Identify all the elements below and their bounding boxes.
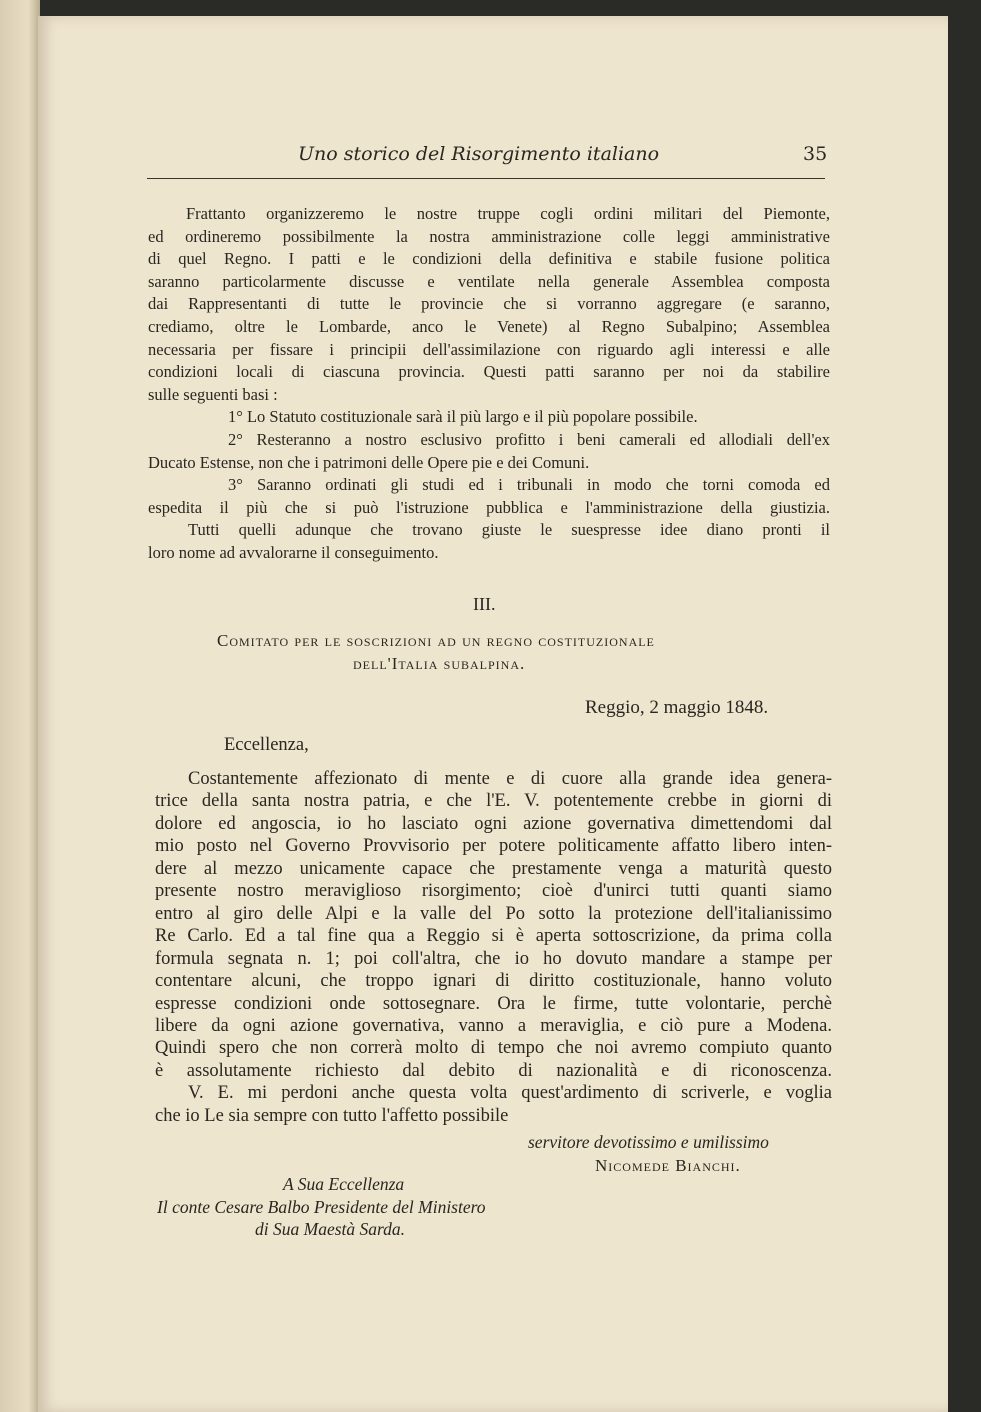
section-number: III. — [473, 594, 496, 614]
signature: Nicomede Bianchi. — [595, 1156, 741, 1175]
text-line: 1° Lo Statuto costituzionale sarà il più largo e il più popolare possibile. — [228, 407, 698, 427]
letter-line: Re Carlo. Ed a tal fine qua a Reggio si è aperta sottoscrizione, da prima colla — [155, 926, 832, 947]
address-line: di Sua Maestà Sarda. — [255, 1219, 406, 1239]
letter-date: Reggio, 2 maggio 1848. — [585, 697, 769, 718]
address-line: A Sua Eccellenza — [283, 1174, 405, 1194]
text-line: espedita il più che si può l'istruzione pubblica e l'amministrazione della giustizia. — [148, 497, 830, 517]
letter-line: presente nostro meraviglioso risorgimento; cioè d'unirci tutti quanti siamo — [155, 881, 832, 902]
text-line: sulle seguenti basi : — [148, 384, 278, 404]
text-line: 3° Saranno ordinati gli studi ed i tribunali in modo che torni comoda ed — [228, 475, 830, 495]
letter-line: libere da ogni azione governativa, vanno a meraviglia, e ciò pure a Modena. — [155, 1015, 832, 1036]
letter-line: V. E. mi perdoni anche questa volta quest'ardimento di scriverle, e voglia — [188, 1083, 832, 1104]
letter-line: entro al giro delle Alpi e la valle del Po sotto la protezione dell'italianissimo — [155, 903, 832, 924]
text-line: Ducato Estense, non che i patrimoni delle Opere pie e dei Comuni. — [148, 452, 590, 472]
address-line: Il conte Cesare Balbo Presidente del Ministero — [157, 1197, 486, 1217]
salutation: Eccellenza, — [224, 735, 309, 755]
heading-line: Comitato per le soscrizioni ad un regno costituzionale — [217, 631, 655, 650]
letter-line: formula segnata n. 1; poi coll'altra, che io ho dovuto mandare a stampe per — [155, 948, 832, 969]
text-line: dai Rappresentanti di tutte le provincie che si vorranno aggregare (e saranno, — [148, 294, 830, 314]
header-rule — [147, 178, 825, 179]
letter-line: espresse condizioni onde sottosegnare. Ora le firme, tutte volontarie, perchè — [155, 993, 832, 1014]
letter-line: Costantemente affezionato di mente e di cuore alla grande idea genera- — [188, 769, 832, 789]
letter-line: dere al mezzo unicamente capace che prestamente venga a maturità questo — [155, 858, 832, 879]
text-line: Tutti quelli adunque che trovano giuste le suespresse idee diano pronti il — [188, 520, 830, 540]
text-line: condizioni locali di ciascuna provincia. Questi patti saranno per noi da stabilire — [148, 362, 830, 382]
letter-line: trice della santa nostra patria, e che l'E. V. potentemente crebbe in giorni di — [155, 791, 832, 812]
page-number: 35 — [803, 143, 828, 165]
letter-line: mio posto nel Governo Provvisorio per potere politicamente affatto libero inten- — [155, 836, 832, 857]
letter-line: dolore ed angoscia, io ho lasciato ogni azione governativa dimettendomi dal — [155, 813, 832, 834]
running-title: Uno storico del Risorgimento italiano — [298, 143, 660, 165]
text-line: ed ordineremo possibilmente la nostra amministrazione colle leggi amministrative — [148, 226, 830, 246]
closing: servitore devotissimo e umilissimo — [528, 1132, 769, 1152]
text-line: Frattanto organizzeremo le nostre truppe cogli ordini militari del Piemonte, — [186, 204, 830, 223]
text-line: saranno particolarmente discusse e ventilate nella generale Assemblea composta — [148, 271, 830, 291]
letter-line: che io Le sia sempre con tutto l'affetto possibile — [155, 1105, 509, 1126]
letter-line: Quindi spero che non correrà molto di tempo che noi avremo compiuto quanto — [155, 1038, 832, 1059]
letter-line: è assolutamente richiesto dal debito di nazionalità e di riconoscenza. — [155, 1060, 832, 1081]
text-line: di quel Regno. I patti e le condizioni della definitiva e stabile fusione politica — [148, 249, 830, 269]
text-line: necessaria per fissare i principii dell'assimilazione con riguardo agli interessi e alle — [148, 339, 830, 359]
letter-line: contentare alcuni, che troppo ignari di diritto costituzionale, hanno voluto — [155, 971, 832, 992]
text-line: 2° Resteranno a nostro esclusivo profitto i beni camerali ed allodiali dell'ex — [228, 430, 830, 449]
heading-line: dell'Italia subalpina. — [353, 654, 526, 673]
text-line: crediamo, oltre le Lombarde, anco le Venete) al Regno Subalpino; Assemblea — [148, 317, 830, 336]
text-line: loro nome ad avvalorarne il conseguimento. — [148, 543, 439, 562]
previous-page-edge — [0, 0, 40, 1412]
